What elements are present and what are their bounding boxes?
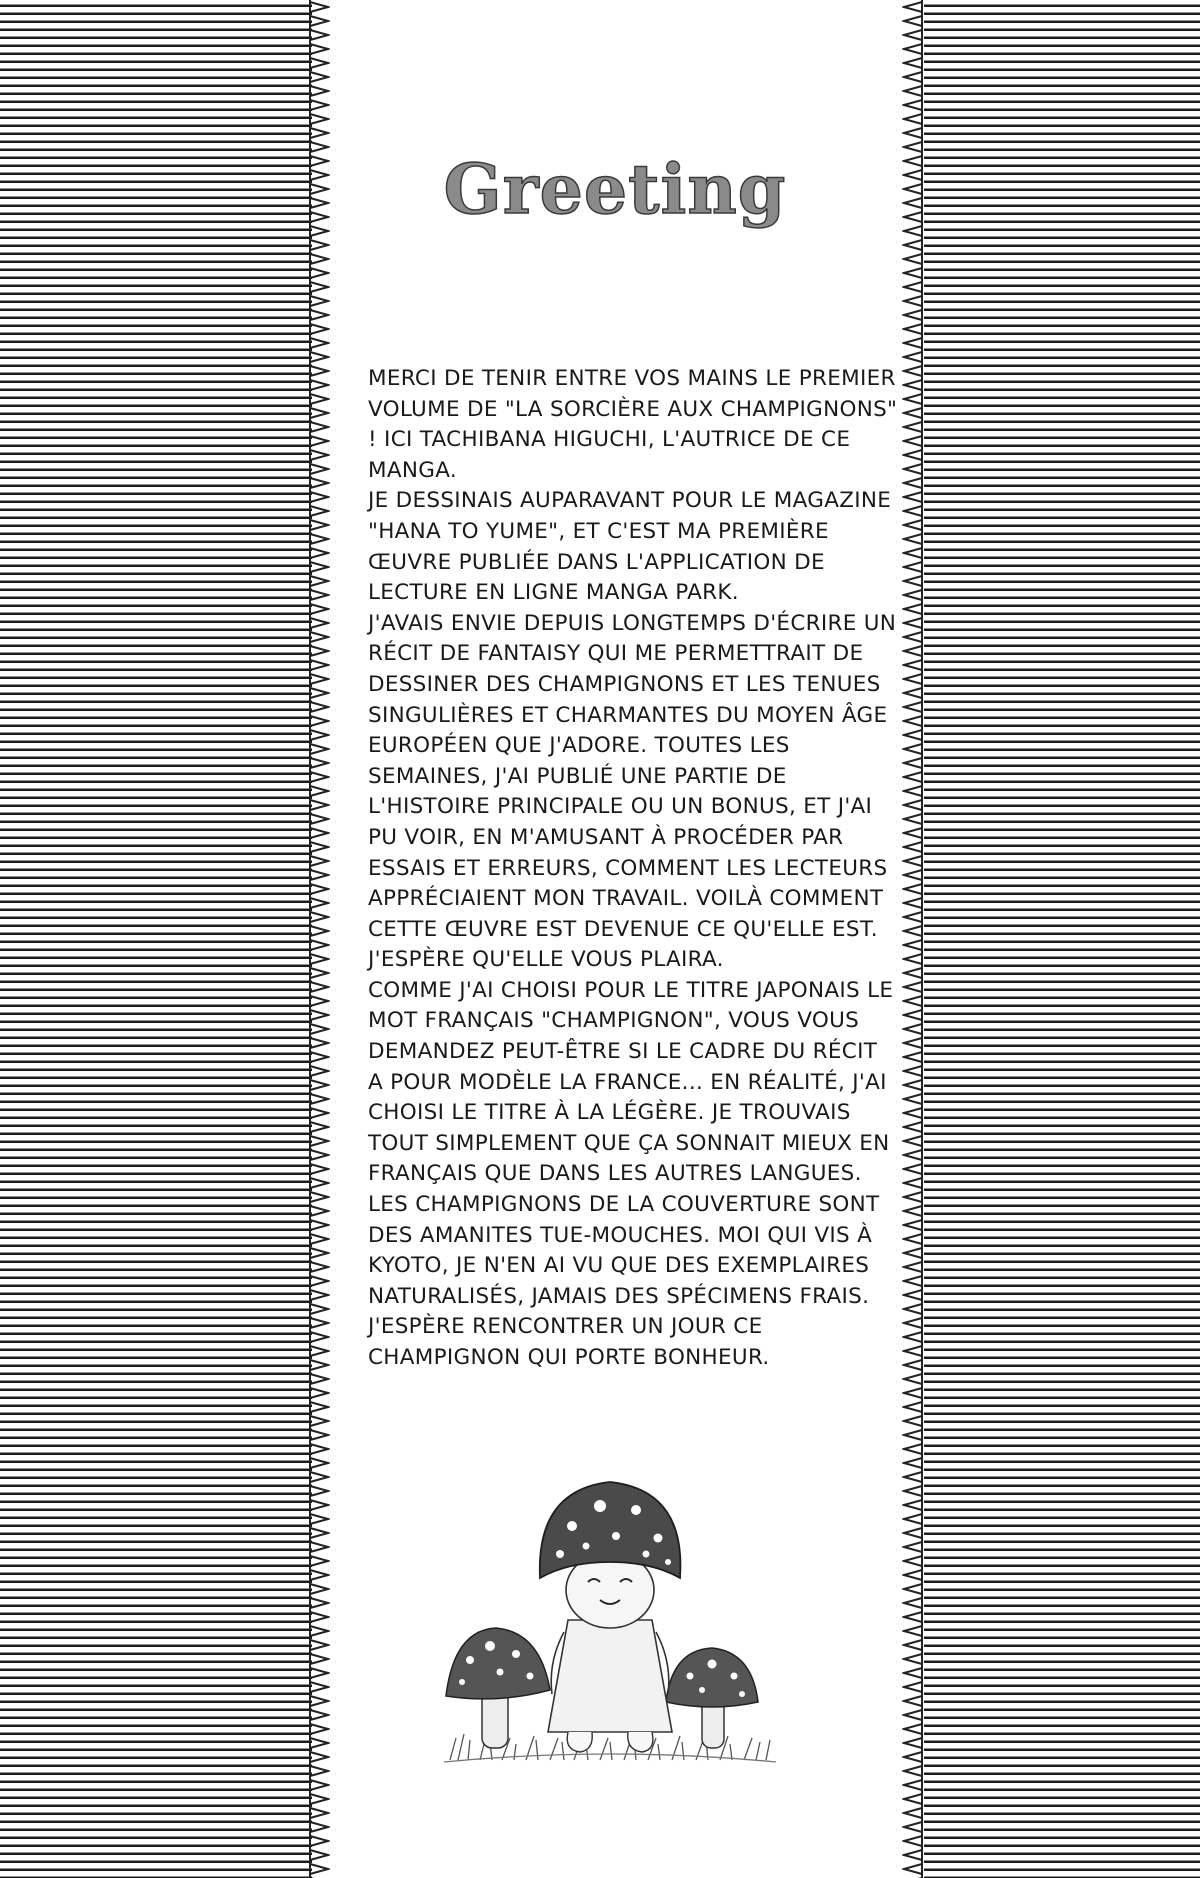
paragraph-inspiration: J'AVAIS ENVIE DEPUIS LONGTEMPS D'ÉCRIRE UN RÉCIT DE FANTAISY QUI ME PERMETTRAIT DE DESSINER DES CHAMPIGNONS ET LES TENUES SINGULIÈRES ET CHARMANTES DU MOYEN ÂGE EUROPÉEN QUE J'ADORE. TOUTES LES SEMAINES, J'AI PUBLIÉ UNE PARTIE DE L'HISTOIRE PRINCIPALE OU UN BONUS, ET J'AI PU VOIR, EN M'AMUSANT À PROCÉDER PAR ESSAIS ET ERREURS, COMMENT LES LECTEURS APPRÉCIAIENT MON TRAVAIL. VOILÀ COMMENT CETTE ŒUVRE EST DEVENUE CE QU'ELLE EST. J'ESPÈRE QU'ELLE VOUS PLAIRA. — [368, 610, 897, 973]
mushroom-child-icon — [440, 1450, 780, 1770]
page-title: Greeting — [443, 150, 787, 230]
paragraph-intro: MERCI DE TENIR ENTRE VOS MAINS LE PREMIER VOLUME DE "LA SORCIÈRE AUX CHAMPIGNONS" ! ICI TACHIBANA HIGUCHI, L'AUTRICE DE CE MANGA. — [368, 366, 898, 483]
paragraph-cover-mushrooms: LES CHAMPIGNONS DE LA COUVERTURE SONT DES AMANITES TUE-MOUCHES. MOI QUI VIS À KYOTO, JE N'EN AI VU QUE DES EXEMPLAIRES NATURALISÉS, JAMAIS DES SPÉCIMENS FRAIS. J'ESPÈRE RENCONTRER UN JOUR CE CHAMPIGNON QUI PORTE BONHEUR. — [368, 1192, 880, 1370]
right-zigzag-fringe — [902, 0, 924, 1878]
left-striped-border — [0, 0, 312, 1878]
left-zigzag-fringe — [308, 0, 330, 1878]
child-figure — [548, 1552, 672, 1752]
paragraph-title-choice: COMME J'AI CHOISI POUR LE TITRE JAPONAIS LE MOT FRANÇAIS "CHAMPIGNON", VOUS VOUS DEMANDEZ PEUT-ÊTRE SI LE CADRE DU RÉCIT A POUR MODÈLE LA FRANCE... EN RÉALITÉ, J'AI CHOISI LE TITRE À LA LÉGÈRE. JE TROUVAIS TOUT SIMPLEMENT QUE ÇA SONNAIT MIEUX EN FRANÇAIS QUE DANS LES AUTRES LANGUES. — [368, 977, 894, 1187]
greeting-text — [368, 364, 898, 1374]
left-mushroom — [446, 1628, 550, 1748]
right-mushroom — [666, 1648, 758, 1748]
paragraph-background: JE DESSINAIS AUPARAVANT POUR LE MAGAZINE "HANA TO YUME", ET C'EST MA PREMIÈRE ŒUVRE PUBLIÉE DANS L'APPLICATION DE LECTURE EN LIGNE MANGA PARK. — [368, 488, 892, 606]
right-striped-border — [924, 0, 1200, 1878]
